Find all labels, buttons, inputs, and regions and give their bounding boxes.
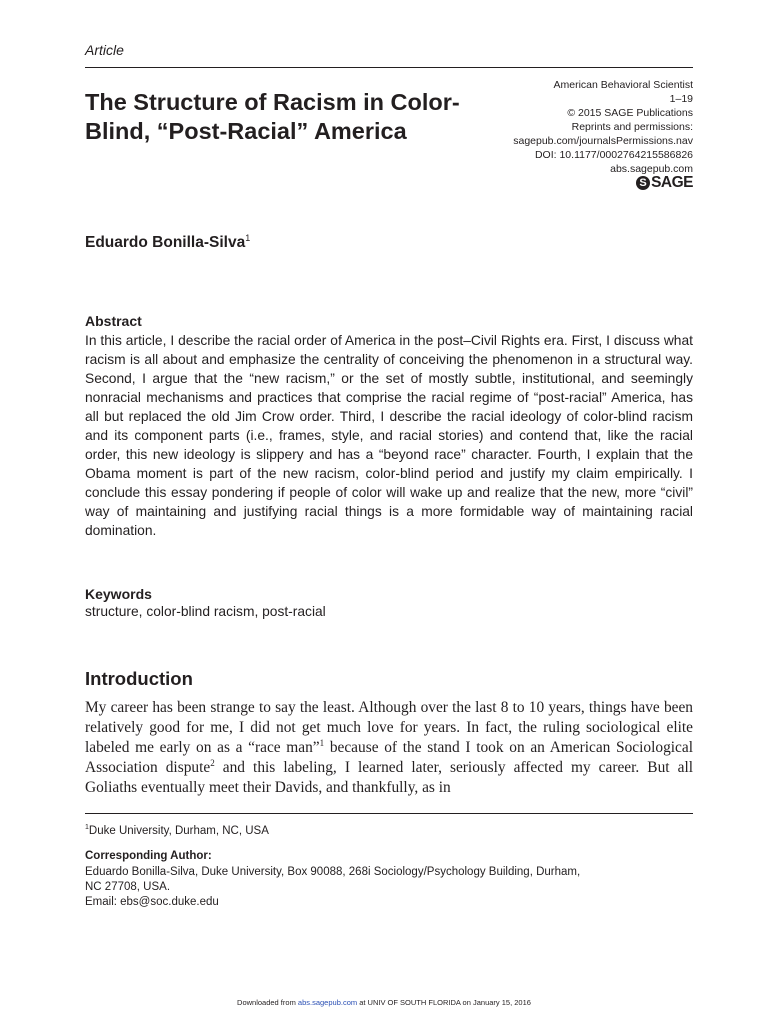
doi[interactable]: DOI: 10.1177/0002764215586826 bbox=[534, 149, 693, 161]
corresponding-address-line-1: Eduardo Bonilla-Silva, Duke University, Box 90088, 268i Sociology/Psychology Building, Durham, bbox=[85, 866, 581, 878]
affiliation-text: Duke University, Durham, NC, USA bbox=[88, 824, 269, 837]
article-type-label: Article bbox=[85, 42, 124, 58]
article-title: The Structure of Racism in Color-Blind, “Post-Racial” America bbox=[85, 89, 460, 144]
abstract-text: In this article, I describe the racial order of America in the post–Civil Rights era. First, I discuss what racism is all about and emphasize the centrality of conceiving the phenomenon in a structural way. Second, I argue that the “new racism,” or the set of mostly subtle, institutional, and seemingly nonracial mechanisms and practices that comprise the racial regime of “post-racial” America, has all but replaced the old Jim Crow order. Third, I describe the racial ideology of color-blind racism and its component parts (i.e., frames, style, and racial stories) and contend that, like the racial order, this new ideology is slippery and has a “beyond race” character. Fourth, I explain that the Obama moment is part of the new racism, color-blind period and justify my claim empirically. I conclude this essay pondering if people of color will wake up and realize that the new, more “civil” way of maintaining and justifying racial things is a more formidable way of maintaining racial domination. bbox=[85, 333, 693, 538]
footnote-rule bbox=[85, 813, 693, 814]
journal-info bbox=[480, 78, 693, 176]
intro-text-part-2: because of the stand I took on an American Sociological Association dispute bbox=[85, 739, 693, 776]
reprints-label: Reprints and permissions: bbox=[571, 121, 693, 133]
author-affiliation-marker: 1 bbox=[245, 233, 251, 243]
intro-text-part-1: My career has been strange to say the least. Although over the last 8 to 10 years, things have been relatively good for me, I did not get much love for years. In fact, the ruling sociological elite labeled me early on as a “race man” bbox=[85, 699, 693, 756]
abstract-heading: Abstract bbox=[85, 313, 142, 329]
intro-text-part-3: and this labeling, I learned later, seriously affected my career. But all Goliaths eventually meet their Davids, and thankfully, as in bbox=[85, 759, 693, 796]
affiliation-marker: 1 bbox=[85, 824, 89, 831]
corresponding-author-heading: Corresponding Author: bbox=[85, 850, 212, 862]
corresponding-email[interactable]: Email: ebs@soc.duke.edu bbox=[85, 896, 219, 908]
sage-logo bbox=[636, 174, 693, 192]
journal-name: American Behavioral Scientist bbox=[553, 79, 693, 91]
author-name bbox=[85, 233, 250, 252]
download-site-link[interactable]: abs.sagepub.com bbox=[297, 998, 358, 1007]
corresponding-address-line-2: NC 27708, USA. bbox=[85, 881, 171, 893]
corresponding-author-details bbox=[85, 865, 645, 910]
permissions-link[interactable]: sagepub.com/journalsPermissions.nav bbox=[513, 135, 693, 147]
sage-logo-word: SAGE bbox=[651, 174, 693, 191]
download-notice bbox=[0, 998, 768, 1007]
sage-logo-mark: S bbox=[636, 176, 650, 190]
copyright: © 2015 SAGE Publications bbox=[567, 107, 693, 119]
download-suffix: at UNIV OF SOUTH FLORIDA on January 15, 2016 bbox=[357, 998, 531, 1007]
keywords-heading: Keywords bbox=[85, 586, 152, 602]
footnote-ref-2[interactable]: 2 bbox=[210, 757, 215, 768]
introduction-paragraph bbox=[85, 698, 693, 798]
affiliation-note bbox=[85, 824, 269, 837]
header-rule bbox=[85, 67, 693, 68]
author-name-text: Eduardo Bonilla-Silva bbox=[85, 234, 246, 252]
keywords-text: structure, color-blind racism, post-racial bbox=[85, 604, 326, 619]
footnote-ref-1[interactable]: 1 bbox=[319, 737, 325, 748]
page-range: 1–19 bbox=[669, 93, 693, 105]
download-prefix: Downloaded from bbox=[237, 998, 298, 1007]
introduction-heading: Introduction bbox=[85, 668, 193, 689]
journal-site-link[interactable]: abs.sagepub.com bbox=[610, 163, 693, 175]
